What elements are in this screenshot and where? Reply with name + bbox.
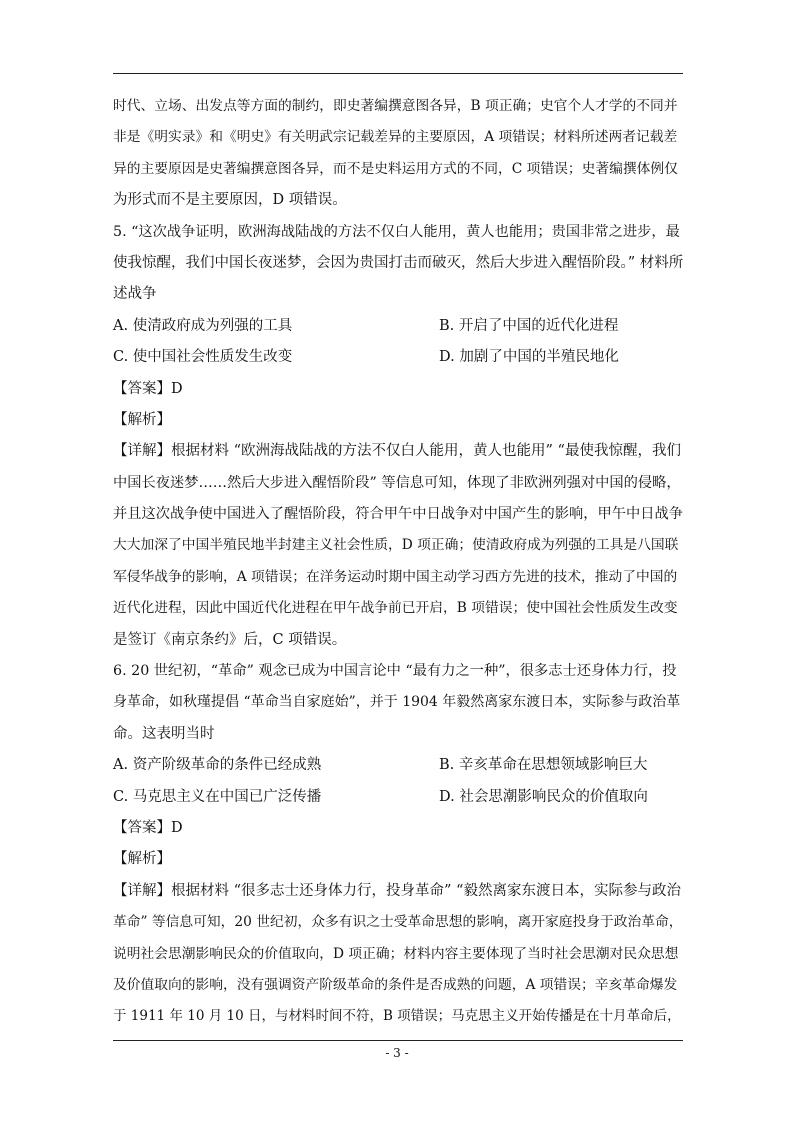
text-line: 【详解】根据材料 “很多志士还身体力行，投身革命” “毅然离家东渡日本，实际参与政治 bbox=[113, 882, 681, 899]
text-line: 【答案】D bbox=[113, 380, 183, 397]
text-line: 【答案】D bbox=[113, 819, 183, 836]
option-text: B. 辛亥革命在思想领域影响巨大 bbox=[439, 757, 648, 774]
option-text: A. 使清政府成为列强的工具 bbox=[113, 317, 293, 334]
text-line: 说明社会思潮影响民众的价值取向，D 项正确；材料内容主要体现了当时社会思潮对民众思想 bbox=[113, 945, 679, 962]
option-text: D. 社会思潮影响民众的价值取向 bbox=[439, 788, 648, 805]
text-line: 中国长夜迷梦……然后大步进入醒悟阶段” 等信息可知，体现了非欧洲列强对中国的侵略， bbox=[113, 474, 681, 491]
text-line: 近代化进程，因此中国近代化进程在甲午战争前已开启，B 项错误；使中国社会性质发生改变 bbox=[113, 600, 678, 617]
text-line: 非是《明实录》和《明史》有关明武宗记载差异的主要原因，A 项错误；材料所述两者记载差 bbox=[113, 129, 678, 146]
page-body bbox=[113, 91, 683, 1033]
page-number: - 3 - bbox=[385, 1046, 409, 1060]
text-line: 军侵华战争的影响，A 项错误；在洋务运动时期中国主动学习西方先进的技术，推动了中国的 bbox=[113, 568, 678, 585]
option-row bbox=[113, 311, 683, 342]
header-rule bbox=[113, 73, 683, 74]
text-line: 及价值取向的影响，没有强调资产阶级革命的条件是否成熟的问题，A 项错误；辛亥革命爆发 bbox=[113, 976, 678, 993]
text-line: 于 1911 年 10 月 10 日，与材料时间不符，B 项错误；马克思主义开始传播是在十月革命后， bbox=[113, 1008, 681, 1025]
text-line: 革命” 等信息可知，20 世纪初，众多有识之士受革命思想的影响，离开家庭投身于政治革命， bbox=[113, 914, 683, 931]
text-line: 身革命，如秋瑾提倡 “革命当自家庭始”，并于 1904 年毅然离家东渡日本，实际参与政治革 bbox=[113, 694, 681, 711]
option-text: C. 使中国社会性质发生改变 bbox=[113, 349, 293, 366]
text-line: 6. 20 世纪初，“革命” 观念已成为中国言论中 “最有力之一种”，很多志士还身体力行，投 bbox=[113, 663, 677, 680]
footer-rule bbox=[113, 1040, 683, 1041]
text-line: 使我惊醒，我们中国长夜迷梦，会因为贵国打击而破灭，然后大步进入醒悟阶段。” 材料所 bbox=[113, 254, 683, 271]
option-text: D. 加剧了中国的半殖民地化 bbox=[439, 349, 619, 366]
text-line: 为形式而不是主要原因，D 项错误。 bbox=[113, 192, 347, 209]
text-line: 述战争 bbox=[113, 286, 157, 303]
option-row bbox=[113, 750, 683, 781]
option-text: B. 开启了中国的近代化进程 bbox=[439, 317, 619, 334]
text-line: 是签订《南京条约》后，C 项错误。 bbox=[113, 631, 347, 648]
option-row bbox=[113, 342, 683, 373]
text-line: 命。这表明当时 bbox=[113, 725, 215, 742]
text-line: 时代、立场、出发点等方面的制约，即史著编撰意图各异，B 项正确；史官个人才学的不同并 bbox=[113, 98, 678, 114]
text-line: 异的主要原因是史著编撰意图各异，而不是史料运用方式的不同，C 项错误；史著编撰体例仅 bbox=[113, 160, 678, 177]
option-text: C. 马克思主义在中国已广泛传播 bbox=[113, 788, 322, 805]
text-line: 【解析】 bbox=[113, 851, 171, 868]
option-row bbox=[113, 782, 683, 813]
text-line: 【详解】根据材料 “欧洲海战陆战的方法不仅白人能用，黄人也能用” “最使我惊醒，我们 bbox=[113, 443, 681, 460]
text-line: 【解析】 bbox=[113, 411, 171, 428]
option-text: A. 资产阶级革命的条件已经成熟 bbox=[113, 757, 322, 774]
text-line: 并且这次战争使中国进入了醒悟阶段，符合甲午中日战争对中国产生的影响，甲午中日战争 bbox=[113, 506, 683, 523]
text-line: 5. “这次战争证明，欧洲海战陆战的方法不仅白人能用，黄人也能用；贵国非常之进步，最 bbox=[113, 223, 680, 240]
text-line: 大大加深了中国半殖民地半封建主义社会性质，D 项正确；使清政府成为列强的工具是八国联 bbox=[113, 537, 679, 554]
